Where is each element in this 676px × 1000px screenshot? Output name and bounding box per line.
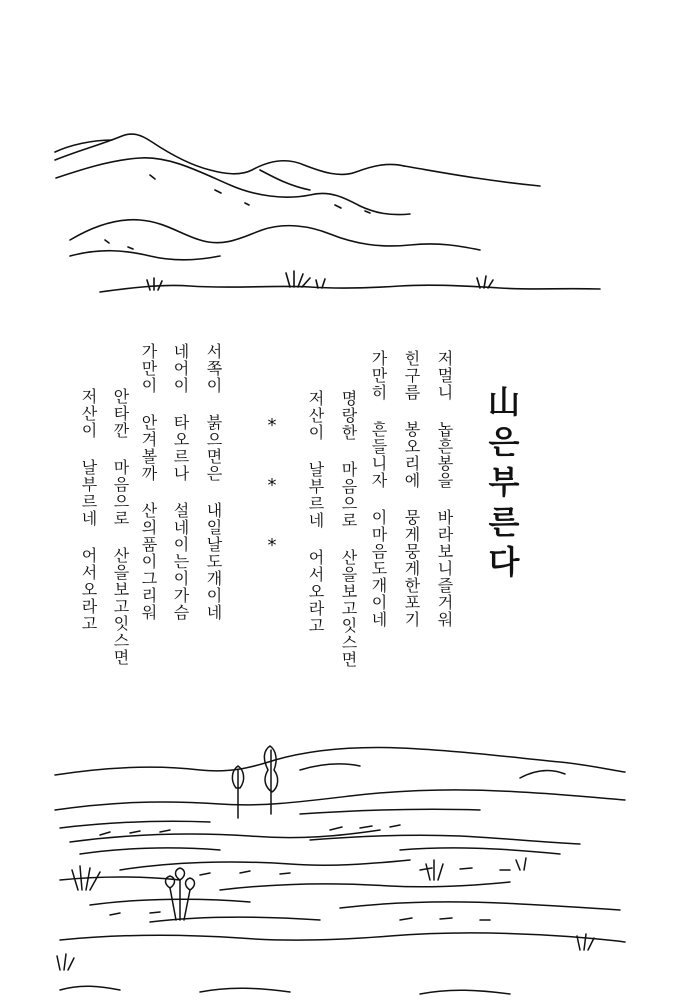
field-landscape-illustration: [0, 730, 676, 1000]
separator-star: *: [267, 535, 277, 556]
stanza1-line1: 저멀니 놉흔봉을 바라보니즐거워: [435, 350, 454, 628]
stanza4-line2: 저산이 날부르네 어서오라고: [79, 388, 98, 632]
separator-star: *: [267, 415, 277, 436]
stanza3-line3: 가만이 안겨볼까 산의품이그리워: [139, 343, 158, 621]
stanza3-line2: 네어이 타오르나 설네이는이가슴: [171, 343, 190, 621]
stanza1-line2: 힌구름 봉오리에 뭉게뭉게한포기: [402, 350, 421, 628]
stanza2-line2: 저산이 날부르네 어서오라고: [306, 390, 325, 634]
stanza3-line1: 서쪽이 붉으면은 내일날도개이네: [204, 343, 223, 621]
stanza4-line1: 안타깐 마음으로 산을보고잇스면: [111, 388, 130, 666]
poem-title: 山은부른다: [483, 385, 521, 585]
stanza-separator: [262, 415, 282, 565]
stanza2-line1: 명랑한 마음으로 산을보고잇스면: [339, 390, 358, 668]
stanza1-line3: 가만히 흔들니자 이마음도개이네: [369, 350, 388, 628]
separator-star: *: [267, 475, 277, 496]
mountain-landscape-illustration: [0, 0, 676, 310]
